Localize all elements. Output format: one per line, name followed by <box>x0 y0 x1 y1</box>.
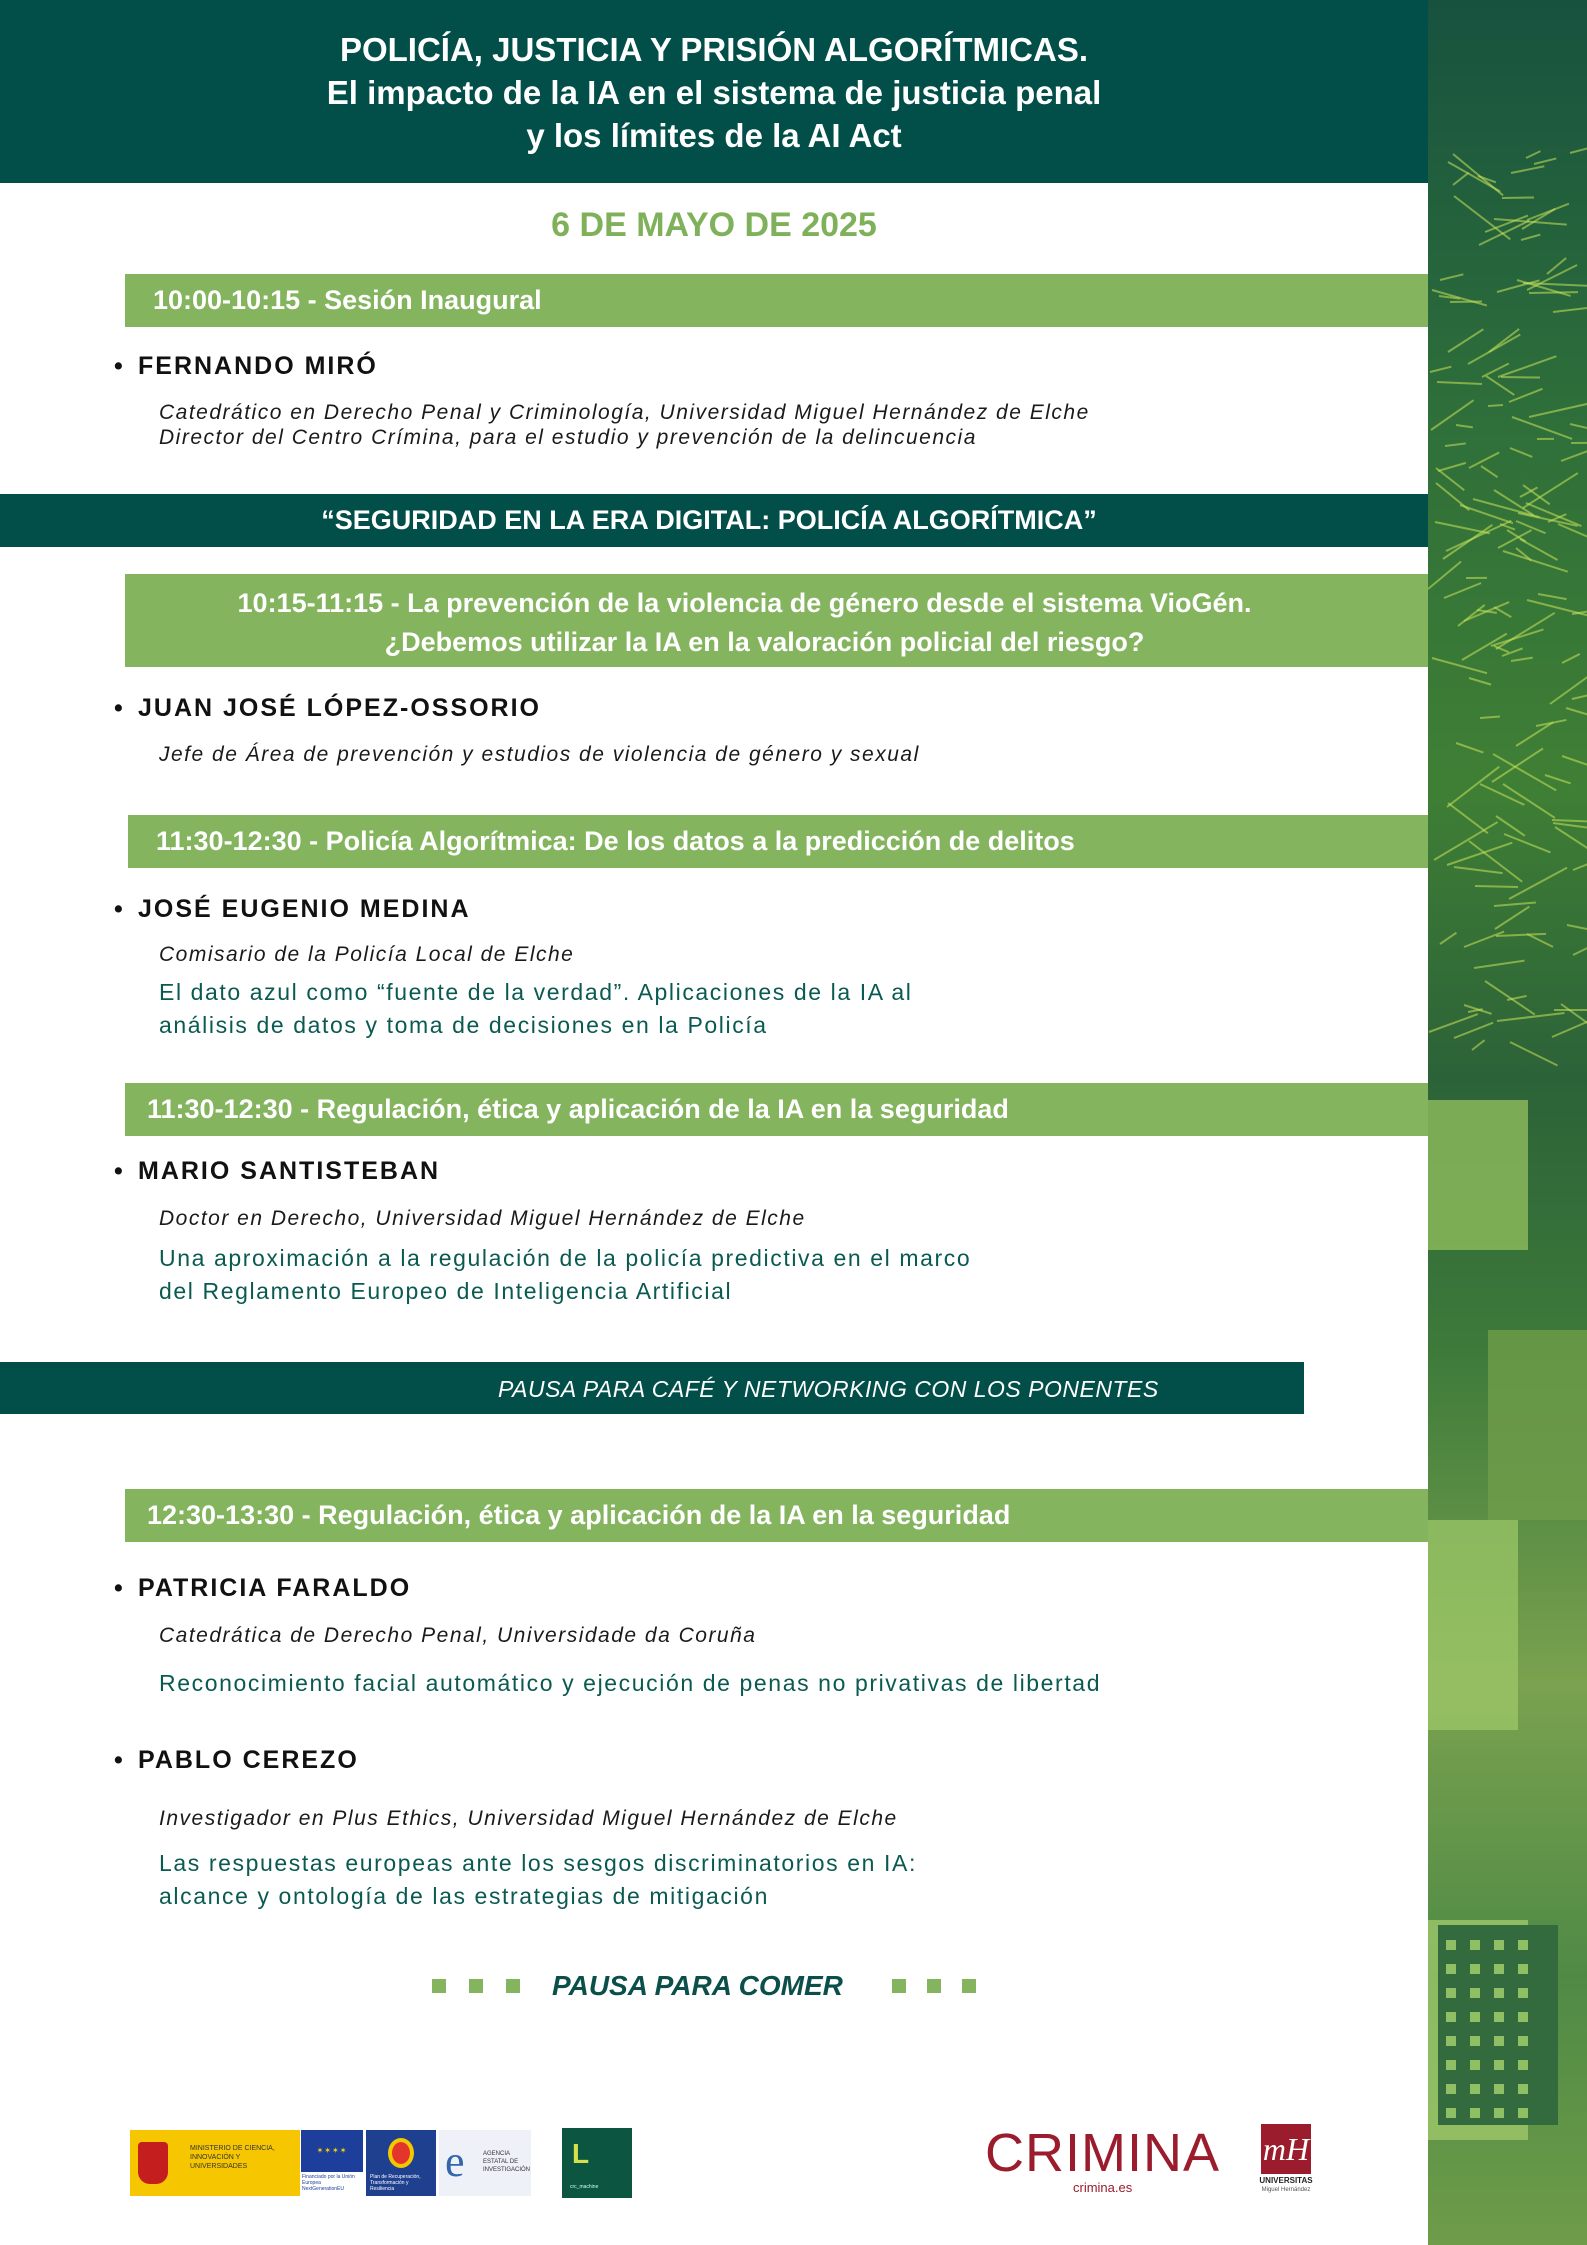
session-title: 12:30-13:30 - Regulación, ética y aplicación de la IA en la seguridad <box>147 1500 1011 1530</box>
decorative-streak <box>1552 1012 1587 1038</box>
decorative-streak <box>1488 404 1503 407</box>
decorative-dot <box>1470 2012 1480 2022</box>
decorative-streak <box>1495 905 1531 929</box>
recovery-plan-logo <box>366 2130 436 2196</box>
decorative-dot <box>1518 1964 1528 1974</box>
decorative-streak <box>1552 306 1587 312</box>
decorative-streak <box>1572 690 1587 700</box>
decorative-streak <box>1554 1009 1587 1011</box>
decorative-dot <box>1494 1988 1504 1998</box>
umh-text: UNIVERSITAS <box>1259 2176 1313 2185</box>
agency-e-icon: e <box>445 2137 465 2186</box>
coffee-break-label: PAUSA PARA CAFÉ Y NETWORKING CON LOS PONENTES <box>498 1376 1159 1402</box>
session-bar-inaugural <box>125 274 1428 327</box>
decorative-dot <box>1470 1988 1480 1998</box>
decorative-dot <box>1470 2108 1480 2118</box>
decorative-streak <box>1502 783 1555 819</box>
decorative-streak <box>1538 593 1567 600</box>
decorative-dot <box>1494 1940 1504 1950</box>
decorative-dot <box>1446 1964 1456 1974</box>
talk-title <box>159 976 913 1042</box>
decorative-dot <box>1518 2084 1528 2094</box>
decorative-dot <box>1494 1964 1504 1974</box>
decorative-streak <box>1498 529 1532 549</box>
decorative-streak <box>1435 482 1470 511</box>
coffee-break-bar <box>0 1362 1304 1414</box>
decorative-dot <box>1494 2060 1504 2070</box>
decorative-streak <box>1510 447 1533 458</box>
decorative-streak <box>1501 376 1540 379</box>
speaker-name: • FERNANDO MIRÓ <box>138 352 378 381</box>
decorative-dot <box>1470 2084 1480 2094</box>
decorative-streak <box>1555 826 1587 855</box>
lunch-square-icon <box>432 1979 446 1993</box>
decorative-dot <box>1518 2108 1528 2118</box>
decorative-dot <box>1470 1940 1480 1950</box>
lunch-square-icon <box>927 1979 941 1993</box>
decorative-streak <box>1526 150 1541 159</box>
speaker-role: Investigador en Plus Ethics, Universidad Miguel Hernández de Elche <box>159 1807 898 1830</box>
spain-coat-of-arms-icon <box>138 2142 168 2184</box>
decorative-streak <box>1488 328 1520 353</box>
decorative-streak <box>1567 924 1587 938</box>
ministry-logo <box>130 2130 300 2196</box>
session-title: 10:00-10:15 - Sesión Inaugural <box>153 285 542 315</box>
lunch-label: PAUSA PARA COMER <box>552 1970 843 2001</box>
decorative-dot <box>1446 2012 1456 2022</box>
talk-title-line: análisis de datos y toma de decisiones en la Policía <box>159 1012 768 1038</box>
talk-title-line: del Reglamento Europeo de Inteligencia Artificial <box>159 1278 733 1304</box>
decorative-streak <box>1474 960 1525 969</box>
decorative-streak <box>1561 450 1587 462</box>
decorative-streak <box>1463 930 1504 947</box>
decorative-dot <box>1518 2060 1528 2070</box>
decorative-streak <box>1545 774 1571 784</box>
talk-title <box>159 1242 971 1308</box>
decorative-streak <box>1436 381 1481 385</box>
decorative-streak <box>1448 329 1484 353</box>
decorative-streak <box>1533 158 1556 165</box>
decorative-streak <box>1511 165 1545 174</box>
decorative-dot <box>1446 1940 1456 1950</box>
speaker-role-line: Catedrático en Derecho Penal y Criminología, Universidad Miguel Hernández de Elche <box>159 401 1090 424</box>
decorative-streak <box>1480 465 1497 478</box>
decorative-streak <box>1450 300 1482 303</box>
decorative-streak <box>1566 707 1587 727</box>
decorative-streak <box>1445 443 1466 448</box>
session-title: 11:30-12:30 - Policía Algorítmica: De los datos a la predicción de delitos <box>156 826 1075 856</box>
title-line-3: y los límites de la AI Act <box>526 117 902 154</box>
decorative-dot <box>1518 2036 1528 2046</box>
session-bar-prediccion <box>128 815 1428 868</box>
small-partner-mark: L <box>572 2138 590 2169</box>
section-bar-policia <box>0 494 1428 547</box>
decorative-streak <box>1453 1022 1493 1039</box>
decorative-streak <box>1550 675 1587 704</box>
decorative-streak <box>1448 162 1501 193</box>
decorative-streak <box>1509 1041 1557 1066</box>
decorative-streak <box>1496 612 1556 650</box>
speaker-name: • JUAN JOSÉ LÓPEZ-OSSORIO <box>138 694 541 723</box>
talk-title-line: Las respuestas europeas ante los sesgos discriminatorios en IA: <box>159 1850 917 1876</box>
decorative-streak <box>1529 402 1587 418</box>
session-bar-regulacion <box>125 1083 1428 1136</box>
decorative-streak <box>1444 582 1482 599</box>
decorative-streak <box>1537 438 1554 440</box>
decorative-dot <box>1446 2108 1456 2118</box>
recovery-plan-text: Plan de Recuperación, Transformación y Resiliencia <box>370 2174 421 2192</box>
decorative-streak <box>1507 995 1527 1001</box>
talk-title <box>159 1847 917 1913</box>
session-bar-regulacion-2 <box>125 1489 1428 1542</box>
talk-title-line: Una aproximación a la regulación de la policía predictiva en el marco <box>159 1245 972 1271</box>
decorative-streak <box>1455 742 1483 753</box>
header-banner <box>0 0 1428 183</box>
event-date: 6 DE MAYO DE 2025 <box>551 206 877 244</box>
decorative-streak <box>1561 755 1587 769</box>
crimina-logo <box>985 2122 1235 2198</box>
decorative-dot <box>1446 2084 1456 2094</box>
lunch-square-icon <box>962 1979 976 1993</box>
eu-logo <box>301 2130 363 2196</box>
speaker-name: • PATRICIA FARALDO <box>138 1574 411 1603</box>
agency-logo <box>439 2130 531 2196</box>
decorative-streak <box>1472 1039 1486 1050</box>
decorative-streak <box>1439 932 1457 945</box>
talk-title: Reconocimiento facial automático y ejecución de penas no privativas de libertad <box>159 1670 1102 1696</box>
decorative-streak <box>1457 604 1485 627</box>
decorative-streak <box>1512 416 1572 440</box>
decorative-streak <box>1502 196 1534 199</box>
session-title-line: ¿Debemos utilizar la IA en la valoración policial del riesgo? <box>384 627 1145 657</box>
decorative-dot <box>1494 2012 1504 2022</box>
speaker-role: Catedrática de Derecho Penal, Universidade da Coruña <box>159 1624 757 1647</box>
decorative-streak <box>1571 442 1587 444</box>
session-bar-viogen <box>125 574 1428 667</box>
decorative-dot <box>1446 2060 1456 2070</box>
lunch-square-icon <box>892 1979 906 1993</box>
decorative-dot <box>1494 2036 1504 2046</box>
decorative-streak <box>1446 765 1500 807</box>
recovery-plan-icon <box>388 2138 414 2168</box>
decorative-streak <box>1469 677 1492 686</box>
event-title <box>0 28 1428 157</box>
session-title-line: 10:15-11:15 - La prevención de la violencia de género desde el sistema VioGén. <box>237 588 1252 618</box>
small-partner-logo <box>562 2128 632 2198</box>
ministry-logo-text: MINISTERIO DE CIENCIA, INNOVACIÓN Y UNIVERSIDADES <box>190 2145 275 2170</box>
decorative-streak <box>1430 365 1452 372</box>
decorative-streak <box>1503 550 1568 573</box>
decorative-dot <box>1446 1988 1456 1998</box>
small-partner-text: crc_machine <box>570 2184 599 2190</box>
decorative-streak <box>1527 599 1587 618</box>
decorative-streak <box>1428 562 1461 591</box>
eu-logo-text: Financiado por la Unión Europea NextGenerationEU <box>302 2174 355 2192</box>
speaker-role: Doctor en Derecho, Universidad Miguel Hernández de Elche <box>159 1207 806 1230</box>
decorative-streak <box>1495 815 1525 837</box>
decorative-streak <box>1466 577 1487 579</box>
decorative-streak <box>1453 866 1502 874</box>
lunch-square-icon <box>469 1979 483 1993</box>
umh-mark-icon: mH <box>1261 2124 1311 2174</box>
agency-logo-text: AGENCIA ESTATAL DE INVESTIGACIÓN <box>483 2151 531 2173</box>
decorative-streak <box>1515 721 1554 747</box>
decorative-streak <box>1480 716 1501 719</box>
speaker-role-line: Director del Centro Crímina, para el estudio y prevención de la delincuencia <box>159 426 977 449</box>
speaker-name: • MARIO SANTISTEBAN <box>138 1157 440 1186</box>
decorative-streak <box>1508 867 1567 900</box>
decorative-streak <box>1516 520 1546 534</box>
umh-logo <box>1255 2124 1317 2200</box>
decorative-streak <box>1511 657 1533 662</box>
decorative-streak <box>1456 424 1473 428</box>
section-title: “SEGURIDAD EN LA ERA DIGITAL: POLICÍA ALGORÍTMICA” <box>321 505 1097 535</box>
title-line-2: El impacto de la IA en el sistema de justicia penal <box>326 74 1102 111</box>
decorative-dot <box>1518 1988 1528 1998</box>
decorative-streak <box>1570 143 1587 154</box>
decorative-dot <box>1446 2036 1456 2046</box>
decorative-dot <box>1518 1940 1528 1950</box>
decorative-streak <box>1573 942 1587 956</box>
decorative-streak <box>1497 356 1556 379</box>
speaker-role <box>159 400 1090 450</box>
decorative-streak <box>1475 885 1518 888</box>
decorative-dot <box>1518 2012 1528 2022</box>
decorative-streak <box>1562 653 1581 664</box>
lunch-square-icon <box>506 1979 520 1993</box>
speaker-name: • PABLO CEREZO <box>138 1746 359 1775</box>
title-line-1: POLICÍA, JUSTICIA Y PRISIÓN ALGORÍTMICAS. <box>339 31 1089 68</box>
decorative-streak <box>1440 274 1464 282</box>
talk-title-line: alcance y ontología de las estrategias de mitigación <box>159 1883 769 1909</box>
speaker-name: • JOSÉ EUGENIO MEDINA <box>138 895 471 924</box>
decorative-streak <box>1432 657 1488 674</box>
speaker-role: Jefe de Área de prevención y estudios de violencia de género y sexual <box>159 743 920 766</box>
crimina-url: crimina.es <box>1073 2180 1133 2195</box>
decorative-streak <box>1570 423 1587 441</box>
decorative-dot <box>1494 2084 1504 2094</box>
eu-flag-icon: ✶✶✶✶ <box>301 2130 363 2172</box>
speaker-role: Comisario de la Policía Local de Elche <box>159 943 575 966</box>
umh-subtext: Miguel Hernández <box>1261 2187 1311 2193</box>
talk-title-line: El dato azul como “fuente de la verdad”. Aplicaciones de la IA al <box>159 979 913 1005</box>
decorative-streak <box>1497 1012 1565 1022</box>
decorative-side-strip <box>1428 0 1587 2245</box>
decorative-dot <box>1470 1964 1480 1974</box>
decorative-dot <box>1494 2108 1504 2118</box>
decorative-streak <box>1521 234 1541 241</box>
crimina-wordmark: CRIMINA <box>985 2123 1220 2183</box>
decorative-dot <box>1470 2036 1480 2046</box>
session-title: 11:30-12:30 - Regulación, ética y aplicación de la IA en la seguridad <box>147 1094 1009 1124</box>
decorative-dot <box>1470 2060 1480 2070</box>
decorative-streak <box>1496 933 1546 937</box>
